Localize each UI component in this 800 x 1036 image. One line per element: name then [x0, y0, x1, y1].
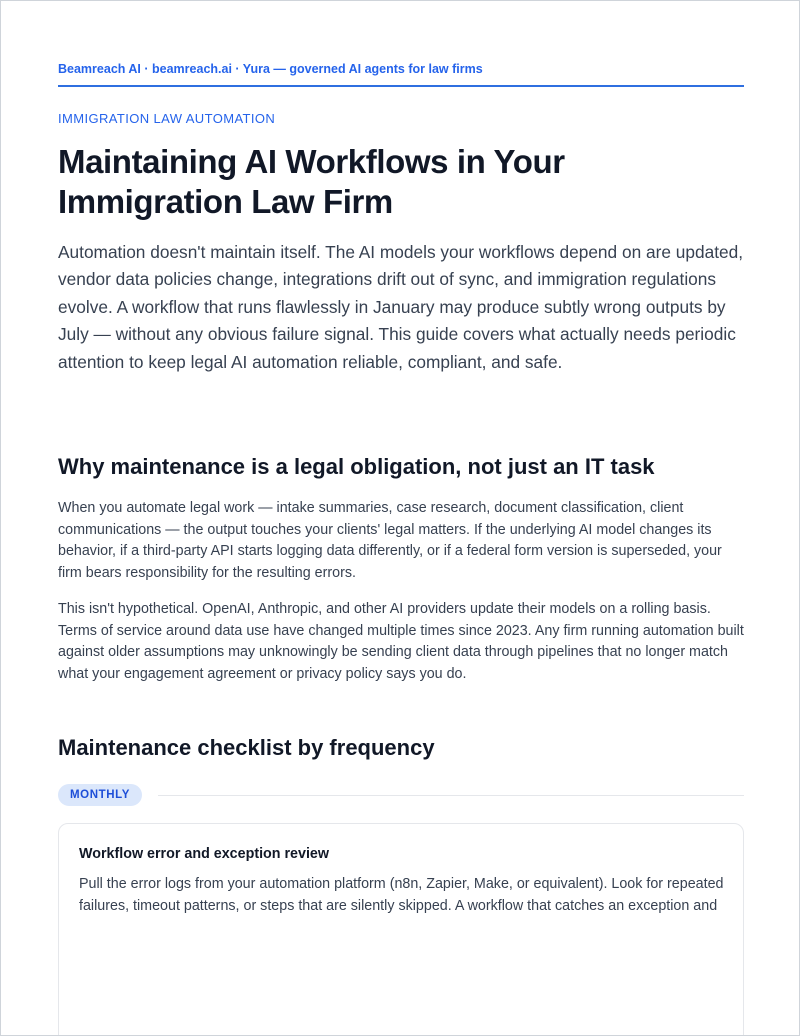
checklist-item-body: Pull the error logs from your automation platform (n8n, Zapier, Make, or equivalent). Look for repeated failures, timeout patterns, or steps that are silently skipped. A workflow that catches an exception and [79, 876, 724, 914]
section-heading-checklist: Maintenance checklist by frequency [58, 735, 435, 760]
header-divider [58, 85, 744, 87]
category-eyebrow: IMMIGRATION LAW AUTOMATION [58, 111, 276, 126]
frequency-badge-monthly: MONTHLY [58, 784, 142, 806]
obligation-paragraph-2: This isn't hypothetical. OpenAI, Anthropic, and other AI providers update their models on a rolling basis. Terms of service around data use have changed multiple times since 2023. Any firm running automation built against older assumptions may unknowingly be sending client data through pipelines that no longer match what your engagement agreement or privacy policy says you do. [58, 601, 744, 682]
checklist-item-title: Workflow error and exception review [79, 846, 330, 862]
checklist-card [58, 823, 744, 1036]
frequency-divider-row [58, 784, 744, 808]
frequency-divider-line [158, 795, 744, 796]
page-title: Maintaining AI Workflows in Your Immigration Law Firm [58, 143, 565, 220]
section-heading-obligation: Why maintenance is a legal obligation, not just an IT task [58, 454, 655, 479]
brand-line: Beamreach AI · beamreach.ai · Yura — governed AI agents for law firms [58, 62, 483, 76]
obligation-paragraph-1: When you automate legal work — intake summaries, case research, document classification, client communications — the output touches your clients' legal matters. If the underlying AI model changes its behavior, if a third-party API starts logging data differently, or if a federal form version is superseded, your firm bears responsibility for the resulting errors. [58, 500, 722, 581]
lead-paragraph: Automation doesn't maintain itself. The AI models your workflows depend on are updated, vendor data policies change, integrations drift out of sync, and immigration regulations evolve. A workflow that runs flawlessly in January may produce subtly wrong outputs by July — without any obvious failure signal. This guide covers what actually needs periodic attention to keep legal AI automation reliable, compliant, and safe. [58, 242, 744, 372]
